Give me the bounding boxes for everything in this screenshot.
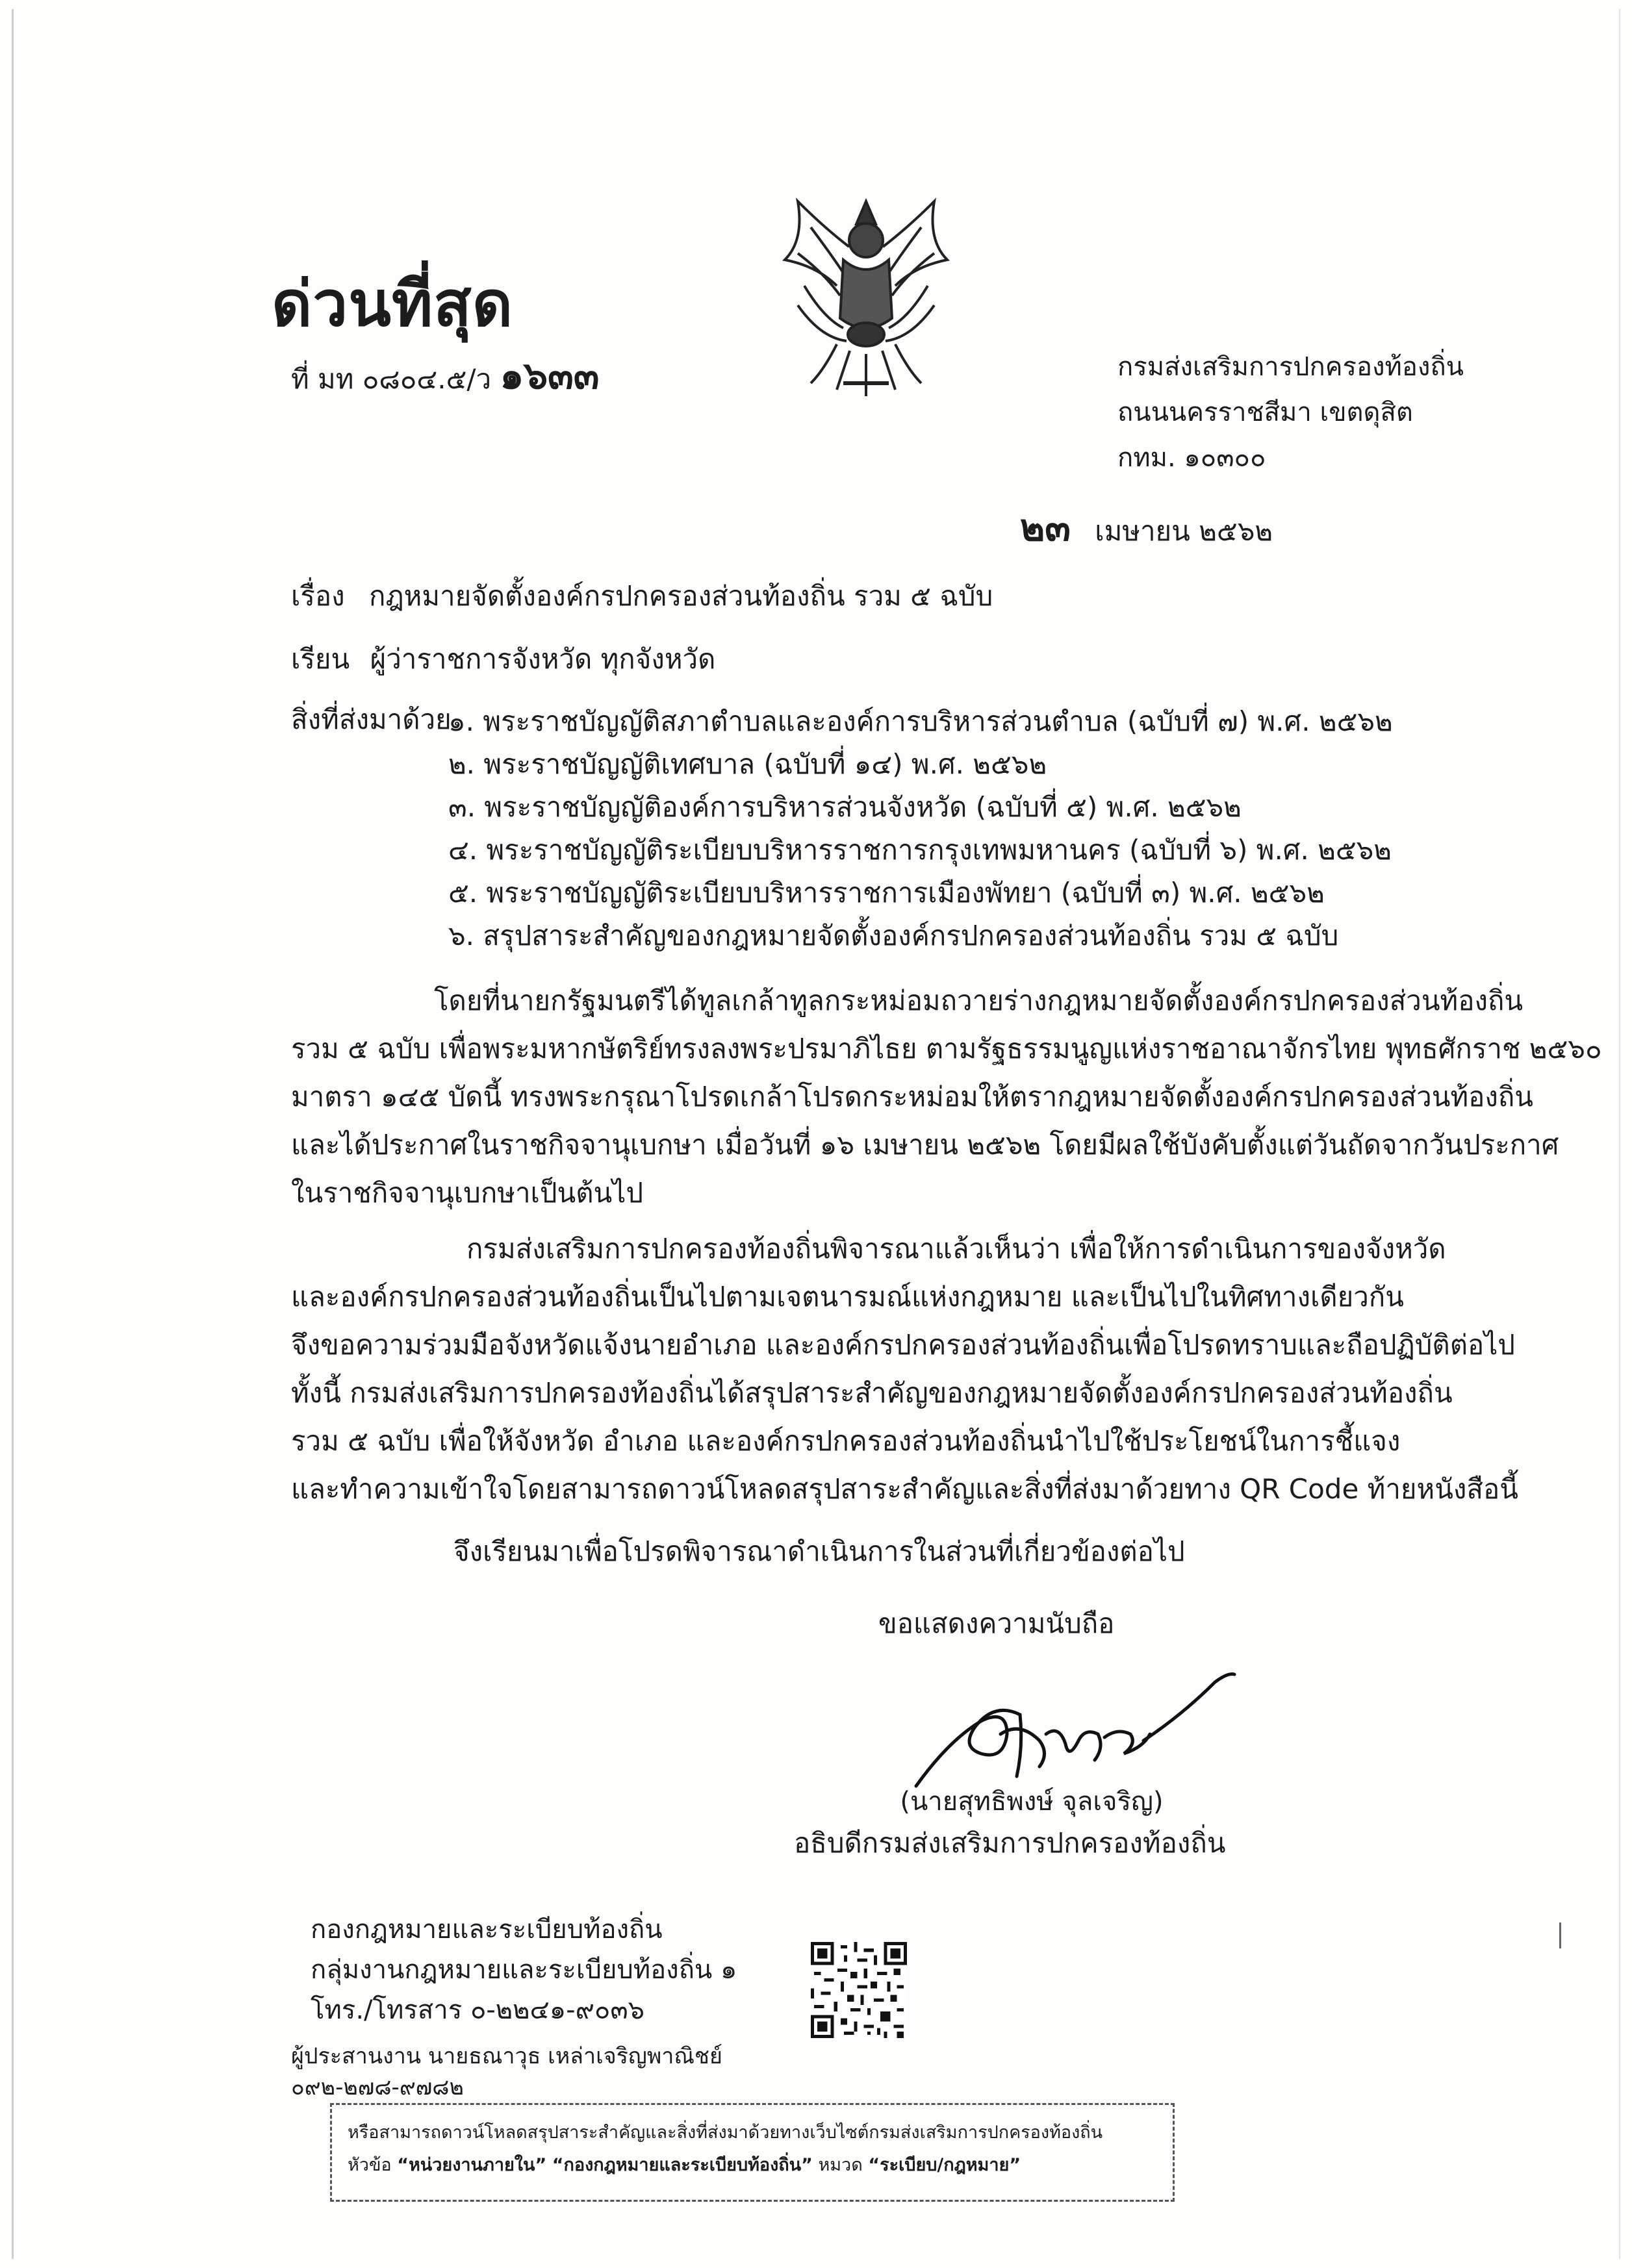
- paragraph-line: รวม ๕ ฉบับ เพื่อพระมหากษัตริย์ทรงลงพระปรมาภิไธย ตามรัฐธรรมนูญแห่งราชอาณาจักรไทย พุทธศักราช ๒๕๖๐: [291, 1033, 1602, 1065]
- subject-text: กฎหมายจัดตั้งองค์กรปกครองส่วนท้องถิ่น รวม ๕ ฉบับ: [369, 580, 993, 612]
- paragraph-line: จึงขอความร่วมมือจังหวัดแจ้งนายอำเภอ และองค์กรปกครองส่วนท้องถิ่นเพื่อโปรดทราบและถือปฏิบัติต่อไป: [291, 1329, 1515, 1361]
- coordinator-name: ผู้ประสานงาน นายธณาวุธ เหล่าเจริญพาณิชย์: [291, 2043, 722, 2069]
- recipient-line: [291, 640, 715, 679]
- signer-name: (นายสุทธิพงษ์ จุลเจริญ): [900, 1787, 1164, 1817]
- enclosures-label: สิ่งที่ส่งมาด้วย: [291, 703, 452, 735]
- closing-salutation: ขอแสดงความนับถือ: [878, 1607, 1115, 1639]
- download-note-line2: [348, 2149, 1157, 2182]
- city-postcode: กทม. ๑๐๓๐๐: [1117, 443, 1266, 473]
- paragraph-line: และได้ประกาศในราชกิจจานุเบกษา เมื่อวันที่ ๑๖ เมษายน ๒๕๖๒ โดยมีผลใช้บังคับตั้งแต่วันถัดจากวันประกาศ: [291, 1129, 1559, 1161]
- enclosure-item: ๔. พระราชบัญญัติระเบียบบริหารราชการกรุงเทพมหานคร (ฉบับที่ ๖) พ.ศ. ๒๕๖๒: [448, 834, 1392, 866]
- office-phone: โทร./โทรสาร ๐-๒๒๔๑-๙๐๓๖: [311, 1995, 645, 2025]
- paragraph-line: และองค์กรปกครองส่วนท้องถิ่นเป็นไปตามเจตนารมณ์แห่งกฎหมาย และเป็นไปในทิศทางเดียวกัน: [291, 1281, 1404, 1313]
- sender-address: [1117, 344, 1464, 481]
- office-info: [311, 1909, 737, 2030]
- agency-name: กรมส่งเสริมการปกครองท้องถิ่น: [1117, 352, 1464, 382]
- handwritten-signature: [910, 1663, 1247, 1799]
- subject-label: เรื่อง: [291, 580, 345, 612]
- enclosure-item: ๕. พระราชบัญญัติระเบียบบริหารราชการเมืองพัทยา (ฉบับที่ ๓) พ.ศ. ๒๕๖๒: [448, 877, 1325, 909]
- document-date: [1020, 505, 1273, 551]
- paragraph-line: กรมส่งเสริมการปกครองท้องถิ่นพิจารณาแล้วเห็นว่า เพื่อให้การดำเนินการของจังหวัด: [466, 1233, 1446, 1265]
- office-division: กองกฎหมายและระเบียบท้องถิ่น: [311, 1915, 663, 1945]
- paragraph-line: จึงเรียนมาเพื่อโปรดพิจารณาดำเนินการในส่วนที่เกี่ยวข้องต่อไป: [453, 1535, 1185, 1567]
- download-note-box: [330, 2103, 1175, 2202]
- download-note-tag-internal: “หน่วยงานภายใน”: [397, 2155, 547, 2175]
- date-day: ๒๓: [1020, 505, 1071, 549]
- recipient-label: เรียน: [291, 643, 350, 675]
- signer-block: [863, 1780, 1201, 1824]
- paragraph-line: ในราชกิจจานุเบกษาเป็นต้นไป: [291, 1177, 644, 1209]
- enclosure-item: ๖. สรุปสาระสำคัญของกฎหมายจัดตั้งองค์กรปกครองส่วนท้องถิ่น รวม ๕ ฉบับ: [448, 920, 1339, 951]
- document-number: [291, 353, 600, 399]
- paragraph-line: รวม ๕ ฉบับ เพื่อให้จังหวัด อำเภอ และองค์กรปกครองส่วนท้องถิ่นนำไปใช้ประโยชน์ในการชี้แจง: [291, 1425, 1401, 1457]
- download-note-tag-category: “ระเบียบ/กฎหมาย”: [868, 2155, 1021, 2175]
- paragraph-line: มาตรา ๑๔๕ บัดนี้ ทรงพระกรุณาโปรดเกล้าโปรดกระหม่อมให้ตรากฎหมายจัดตั้งองค์กรปกครองส่วนท้องถิ่น: [291, 1081, 1534, 1113]
- road-address: ถนนนครราชสีมา เขตดุสิต: [1117, 397, 1413, 427]
- doc-no-prefix: ที่ มท ๐๘๐๔.๕/ว: [291, 363, 492, 395]
- download-note-line1: หรือสามารถดาวน์โหลดสรุปสาระสำคัญและสิ่งที่ส่งมาด้วยทางเว็บไซต์กรมส่งเสริมการปกครองท้องถิ่น: [348, 2123, 1103, 2143]
- doc-no-number: ๑๖๓๓: [500, 353, 600, 397]
- body-paragraph-2: [291, 1225, 1518, 1513]
- body-paragraph-1: [291, 977, 1602, 1217]
- office-group: กลุ่มงานกฎหมายและระเบียบท้องถิ่น ๑: [311, 1955, 737, 1985]
- paragraph-line: ทั้งนี้ กรมส่งเสริมการปกครองท้องถิ่นได้สรุปสาระสำคัญของกฎหมายจัดตั้งองค์กรปกครองส่วนท้องถิ่น: [291, 1377, 1453, 1409]
- urgency-stamp: ด่วนที่สุด: [272, 268, 514, 340]
- coordinator-info: [291, 2041, 722, 2103]
- date-month-year: เมษายน ๒๕๖๒: [1095, 515, 1273, 547]
- subject-line: [291, 577, 993, 616]
- coordinator-phone: ๐๙๒-๒๗๘-๙๗๘๒: [291, 2074, 464, 2100]
- paragraph-line: และทำความเข้าใจโดยสามารถดาวน์โหลดสรุปสาระสำคัญและสิ่งที่ส่งมาด้วยทาง QR Code ท้ายหนังสือนี้: [291, 1473, 1518, 1505]
- download-note-tag-division: “กองกฎหมายและระเบียบท้องถิ่น”: [552, 2155, 813, 2175]
- qr-code-icon[interactable]: [811, 1942, 907, 2038]
- enclosure-item: ๑. พระราชบัญญัติสภาตำบลและองค์การบริหารส่วนตำบล (ฉบับที่ ๗) พ.ศ. ๒๕๖๒: [448, 705, 1393, 737]
- download-note-prefix: หัวข้อ: [348, 2155, 392, 2175]
- recipient-text: ผู้ว่าราชการจังหวัด ทุกจังหวัด: [370, 643, 716, 675]
- enclosure-item: ๓. พระราชบัญญัติองค์การบริหารส่วนจังหวัด (ฉบับที่ ๕) พ.ศ. ๒๕๖๒: [448, 791, 1242, 823]
- signer-title: อธิบดีกรมส่งเสริมการปกครองท้องถิ่น: [794, 1827, 1226, 1859]
- download-note-mid: หมวด: [818, 2155, 863, 2175]
- garuda-emblem-icon: [759, 188, 973, 403]
- body-paragraph-3: [291, 1528, 1447, 1576]
- scan-mark: [1559, 1922, 1561, 1948]
- enclosures-list: [448, 700, 1393, 957]
- paragraph-line: โดยที่นายกรัฐมนตรีได้ทูลเกล้าทูลกระหม่อมถวายร่างกฎหมายจัดตั้งองค์กรปกครองส่วนท้องถิ่น: [434, 985, 1524, 1016]
- enclosure-item: ๒. พระราชบัญญัติเทศบาล (ฉบับที่ ๑๔) พ.ศ. ๒๕๖๒: [448, 748, 1047, 780]
